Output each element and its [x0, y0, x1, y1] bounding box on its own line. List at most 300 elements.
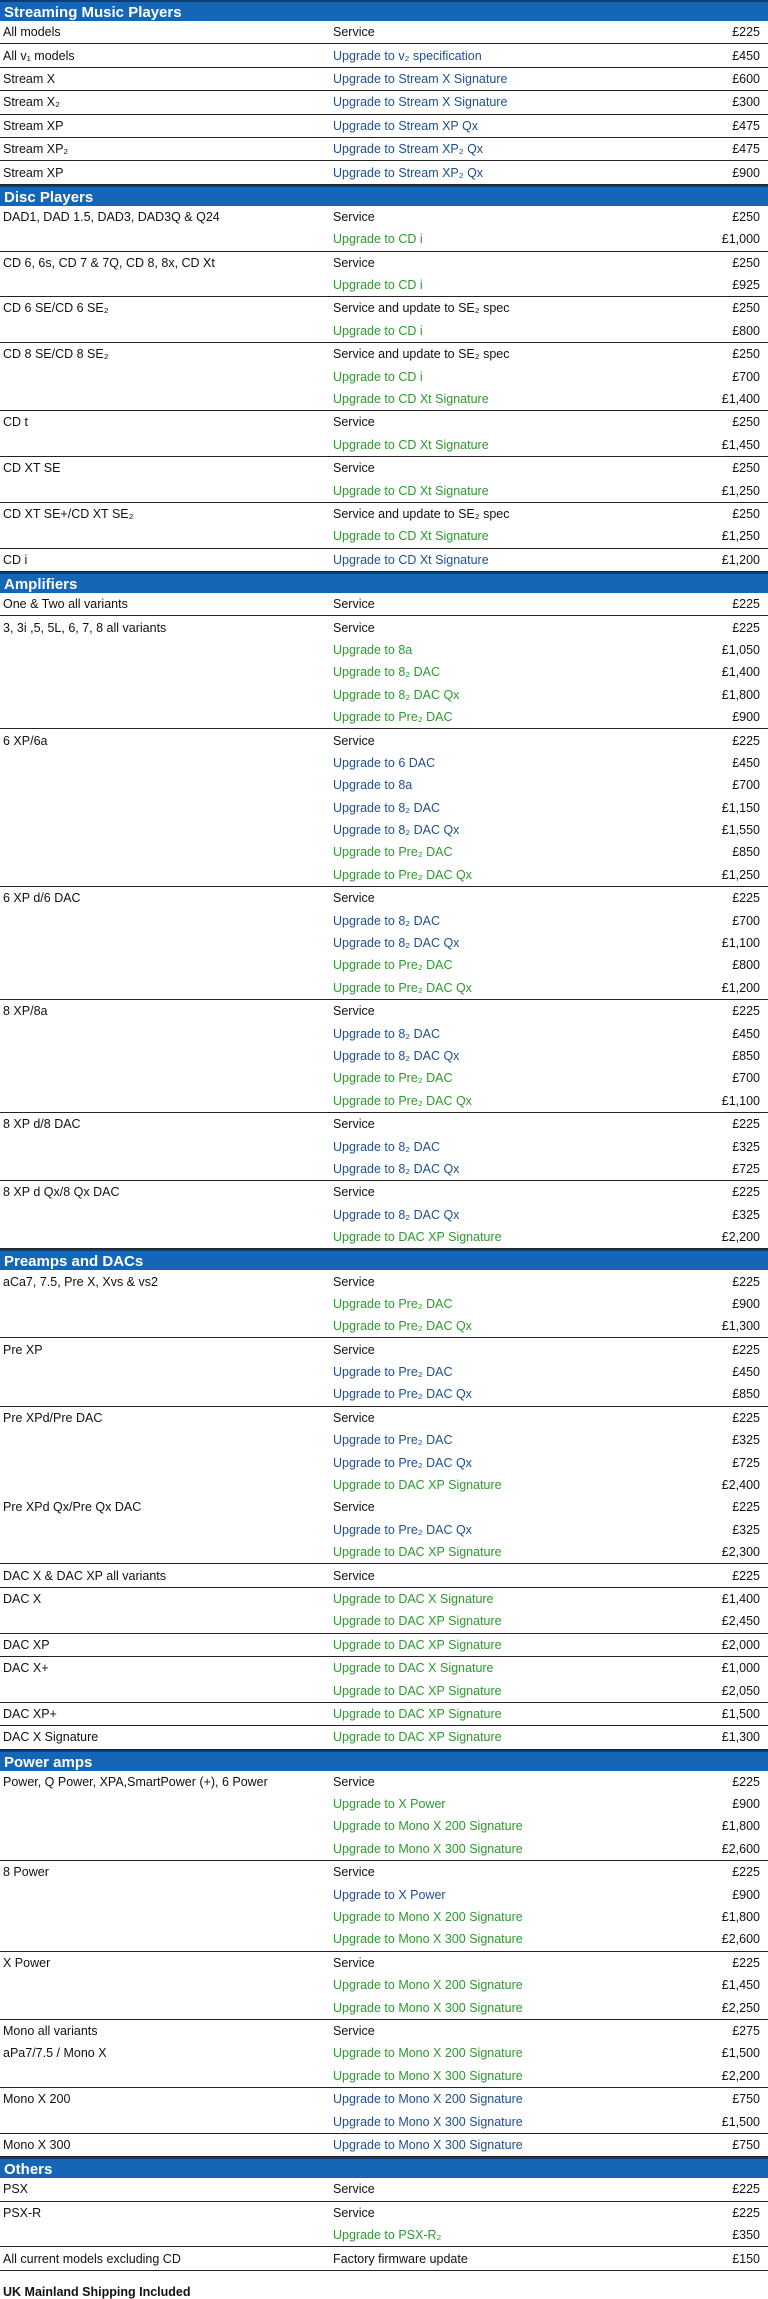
service-description: Upgrade to 8₂ DAC Qx — [333, 823, 460, 838]
service-description: Upgrade to Mono X 200 Signature — [333, 2046, 523, 2061]
model-name: One & Two all variants — [3, 597, 128, 612]
service-description: Service — [333, 255, 375, 270]
model-group — [0, 1270, 768, 1338]
price: £225 — [732, 733, 760, 748]
service-description: Upgrade to Mono X 200 Signature — [333, 1978, 523, 1993]
price: £1,300 — [721, 1319, 760, 1334]
table-row — [0, 1657, 768, 1679]
table-row — [0, 1407, 768, 1429]
service-description: Upgrade to Mono X 300 Signature — [333, 1841, 523, 1856]
model-group — [0, 44, 768, 67]
price: £800 — [732, 958, 760, 973]
service-description: Upgrade to Pre₂ DAC — [333, 1296, 453, 1311]
table-row — [0, 1113, 768, 1135]
model-name: Pre XPd Qx/Pre Qx DAC — [3, 1500, 142, 1515]
price: £2,000 — [721, 1637, 760, 1652]
table-row — [0, 2202, 768, 2224]
price: £1,500 — [721, 1706, 760, 1721]
service-description: Upgrade to Pre₂ DAC Qx — [333, 867, 472, 882]
price: £1,800 — [721, 1819, 760, 1834]
service-description: Upgrade to Pre₂ DAC — [333, 958, 453, 973]
table-row — [0, 864, 768, 886]
price: £850 — [732, 1387, 760, 1402]
price: £850 — [732, 845, 760, 860]
price: £2,300 — [721, 1545, 760, 1560]
model-group — [0, 729, 768, 887]
price: £2,250 — [721, 2000, 760, 2015]
section-header: Power amps — [0, 1750, 768, 1771]
model-name: Stream XP₂ — [3, 142, 69, 157]
service-description: Upgrade to Mono X 300 Signature — [333, 2068, 523, 2083]
price: £225 — [732, 1955, 760, 1970]
price: £1,800 — [721, 687, 760, 702]
price: £1,800 — [721, 1910, 760, 1925]
service-description: Upgrade to DAC XP Signature — [333, 1478, 502, 1493]
table-row — [0, 1928, 768, 1950]
price: £900 — [732, 1296, 760, 1311]
model-name: 8 XP d/8 DAC — [3, 1117, 81, 1132]
table-row — [0, 1838, 768, 1860]
price: £1,000 — [721, 232, 760, 247]
table-row — [0, 1090, 768, 1112]
table-row — [0, 1610, 768, 1632]
service-description: Upgrade to Mono X 300 Signature — [333, 2137, 523, 2152]
price: £2,200 — [721, 2068, 760, 2083]
price: £225 — [732, 891, 760, 906]
model-group — [0, 2202, 768, 2248]
price: £250 — [732, 507, 760, 521]
service-description: Upgrade to CD Xt Signature — [333, 392, 489, 407]
model-group — [0, 1726, 768, 1749]
service-description: Upgrade to DAC XP Signature — [333, 1683, 502, 1698]
service-description: Upgrade to CD i — [333, 278, 423, 293]
service-description: Upgrade to Mono X 300 Signature — [333, 2000, 523, 2015]
service-description: Service — [333, 733, 375, 748]
table-row — [0, 297, 768, 319]
table-row — [0, 1883, 768, 1905]
price: £1,300 — [721, 1730, 760, 1745]
price: £275 — [732, 2024, 760, 2038]
model-group — [0, 68, 768, 91]
price: £250 — [732, 347, 760, 362]
table-row — [0, 1451, 768, 1473]
service-description: Upgrade to 8₂ DAC — [333, 665, 440, 680]
table-row — [0, 21, 768, 43]
table-row — [0, 977, 768, 999]
table-row — [0, 1315, 768, 1337]
model-name: aPa7/7.5 / Mono X — [3, 2046, 107, 2061]
service-description: Upgrade to CD Xt Signature — [333, 483, 489, 498]
table-row — [0, 1634, 768, 1656]
model-name: 6 XP/6a — [3, 733, 48, 748]
table-row — [0, 206, 768, 228]
model-group — [0, 138, 768, 161]
model-group — [0, 297, 768, 343]
model-name: PSX — [3, 2182, 29, 2197]
model-group — [0, 1634, 768, 1657]
model-group — [0, 1181, 768, 1249]
table-row — [0, 1815, 768, 1837]
model-group — [0, 1952, 768, 2020]
service-description: Upgrade to 8₂ DAC Qx — [333, 687, 460, 702]
model-group — [0, 2042, 768, 2088]
price: £475 — [732, 118, 760, 133]
model-name: DAC X+ — [3, 1661, 49, 1676]
price: £2,400 — [721, 1478, 760, 1493]
service-description: Upgrade to 8₂ DAC — [333, 800, 440, 815]
service-description: Upgrade to Pre₂ DAC — [333, 710, 453, 725]
price: £250 — [732, 209, 760, 224]
price: £1,150 — [721, 800, 760, 815]
service-description: Upgrade to DAC XP Signature — [333, 1230, 502, 1245]
service-description: Upgrade to 6 DAC — [333, 755, 436, 770]
section-header: Streaming Music Players — [0, 0, 768, 21]
price: £2,600 — [721, 1932, 760, 1947]
table-row — [0, 365, 768, 387]
model-group — [0, 457, 768, 503]
service-description: Upgrade to 8₂ DAC — [333, 1139, 440, 1154]
section-header: Amplifiers — [0, 572, 768, 593]
price: £250 — [732, 461, 760, 476]
service-description: Upgrade to 8₂ DAC Qx — [333, 1207, 460, 1222]
table-row — [0, 1679, 768, 1701]
model-name: DAC X — [3, 1591, 42, 1606]
service-description: Service — [333, 209, 375, 224]
table-row — [0, 1496, 768, 1518]
model-group — [0, 1564, 768, 1587]
service-description: Upgrade to CD Xt Signature — [333, 529, 489, 544]
table-row — [0, 2088, 768, 2110]
service-description: Upgrade to Mono X 200 Signature — [333, 2092, 523, 2107]
table-row — [0, 706, 768, 728]
price: £475 — [732, 142, 760, 157]
model-group — [0, 1000, 768, 1113]
model-group — [0, 2020, 768, 2042]
service-description: Upgrade to 8₂ DAC — [333, 913, 440, 928]
price: £1,050 — [721, 642, 760, 657]
table-row — [0, 1519, 768, 1541]
table-row — [0, 1338, 768, 1360]
service-description: Upgrade to CD Xt Signature — [333, 437, 489, 452]
price: £1,500 — [721, 2114, 760, 2129]
table-row — [0, 274, 768, 296]
model-name: All models — [3, 25, 61, 40]
table-row — [0, 774, 768, 796]
model-group — [0, 2178, 768, 2201]
table-row — [0, 752, 768, 774]
table-row — [0, 1564, 768, 1586]
table-row — [0, 1270, 768, 1292]
service-description: Upgrade to DAC XP Signature — [333, 1706, 502, 1721]
model-group — [0, 503, 768, 549]
service-description: Upgrade to DAC X Signature — [333, 1661, 494, 1676]
table-row — [0, 616, 768, 638]
model-group — [0, 343, 768, 411]
service-description: Upgrade to DAC X Signature — [333, 1591, 494, 1606]
price: £1,250 — [721, 867, 760, 882]
table-row — [0, 1383, 768, 1405]
service-description: Upgrade to Mono X 200 Signature — [333, 1910, 523, 1925]
price: £1,250 — [721, 483, 760, 498]
table-row — [0, 797, 768, 819]
service-description: Upgrade to Mono X 200 Signature — [333, 1819, 523, 1834]
price: £700 — [732, 369, 760, 384]
price: £1,200 — [721, 552, 760, 567]
section — [0, 2157, 768, 2271]
table-row — [0, 1474, 768, 1496]
section — [0, 572, 768, 1249]
model-name: DAC X Signature — [3, 1730, 99, 1745]
table-row — [0, 549, 768, 571]
table-row — [0, 411, 768, 433]
model-name: CD 8 SE/CD 8 SE₂ — [3, 347, 109, 362]
model-group — [0, 1407, 768, 1497]
model-group — [0, 115, 768, 138]
price: £325 — [732, 1522, 760, 1537]
table-row — [0, 684, 768, 706]
model-name: Pre XPd/Pre DAC — [3, 1410, 103, 1425]
service-description: Service — [333, 620, 375, 635]
service-description: Service and update to SE₂ spec — [333, 301, 510, 316]
price: £225 — [732, 1568, 760, 1583]
model-name: 8 XP d Qx/8 Qx DAC — [3, 1185, 120, 1200]
service-description: Service — [333, 25, 375, 40]
model-group — [0, 1771, 768, 1862]
table-row — [0, 138, 768, 160]
price: £225 — [732, 1004, 760, 1019]
service-description: Upgrade to DAC XP Signature — [333, 1545, 502, 1560]
service-description: Upgrade to Stream XP₂ Qx — [333, 165, 484, 180]
service-description: Upgrade to Mono X 300 Signature — [333, 1932, 523, 1947]
model-name: Power, Q Power, XPA,SmartPower (+), 6 Power — [3, 1774, 268, 1789]
service-description: Service — [333, 2182, 375, 2197]
table-row — [0, 954, 768, 976]
table-row — [0, 819, 768, 841]
price: £925 — [732, 278, 760, 293]
service-description: Upgrade to Pre₂ DAC — [333, 1365, 453, 1380]
table-row — [0, 1022, 768, 1044]
price: £450 — [732, 48, 760, 63]
table-row — [0, 1429, 768, 1451]
price: £900 — [732, 1887, 760, 1902]
model-group — [0, 91, 768, 114]
table-row — [0, 2020, 768, 2042]
price: £1,400 — [721, 665, 760, 680]
service-description: Upgrade to Pre₂ DAC Qx — [333, 1319, 472, 1334]
service-description: Upgrade to v₂ specification — [333, 48, 482, 63]
model-group — [0, 411, 768, 457]
section — [0, 1750, 768, 2158]
table-row — [0, 1000, 768, 1022]
model-group — [0, 1657, 768, 1703]
service-description: Service — [333, 1185, 375, 1200]
service-description: Upgrade to DAC XP Signature — [333, 1614, 502, 1629]
table-row — [0, 1226, 768, 1248]
price: £450 — [732, 1026, 760, 1041]
service-description: Upgrade to CD i — [333, 369, 423, 384]
table-row — [0, 1952, 768, 1974]
service-description: Service and update to SE₂ spec — [333, 347, 510, 362]
price: £450 — [732, 1365, 760, 1380]
table-row — [0, 388, 768, 410]
table-row — [0, 457, 768, 479]
service-description: Upgrade to Pre₂ DAC — [333, 1433, 453, 1448]
service-description: Factory firmware update — [333, 2251, 468, 2266]
service-description: Upgrade to Pre₂ DAC Qx — [333, 980, 472, 995]
model-name: CD t — [3, 415, 28, 430]
model-group — [0, 1703, 768, 1726]
table-row — [0, 1906, 768, 1928]
service-description: Service — [333, 597, 375, 612]
service-description: Service and update to SE₂ spec — [333, 507, 510, 521]
table-row — [0, 320, 768, 342]
section-header: Others — [0, 2157, 768, 2178]
price: £1,450 — [721, 1978, 760, 1993]
price: £900 — [732, 165, 760, 180]
service-description: Upgrade to Stream X Signature — [333, 71, 508, 86]
table-row — [0, 68, 768, 90]
model-group — [0, 1861, 768, 1952]
model-group — [0, 1113, 768, 1181]
price: £600 — [732, 71, 760, 86]
table-row — [0, 252, 768, 274]
service-description: Upgrade to CD Xt Signature — [333, 552, 489, 567]
table-row — [0, 434, 768, 456]
model-group — [0, 1496, 768, 1564]
service-description: Service — [333, 2205, 375, 2220]
model-group — [0, 2134, 768, 2157]
service-description: Upgrade to 8₂ DAC Qx — [333, 1161, 460, 1176]
table-row — [0, 2110, 768, 2132]
service-description: Service — [333, 1568, 375, 1583]
table-row — [0, 841, 768, 863]
model-name: CD XT SE — [3, 461, 61, 476]
table-row — [0, 909, 768, 931]
table-row — [0, 1541, 768, 1563]
table-row — [0, 1996, 768, 2018]
service-description: Upgrade to DAC XP Signature — [333, 1730, 502, 1745]
table-row — [0, 639, 768, 661]
model-group — [0, 1588, 768, 1634]
shipping-note: UK Mainland Shipping Included — [3, 2284, 191, 2299]
price: £225 — [732, 597, 760, 612]
model-name: All v₁ models — [3, 48, 75, 63]
table-row — [0, 593, 768, 615]
price: £700 — [732, 913, 760, 928]
table-row — [0, 1726, 768, 1748]
price: £250 — [732, 301, 760, 316]
model-group — [0, 161, 768, 184]
table-row — [0, 2247, 768, 2269]
service-description: Upgrade to Stream XP Qx — [333, 118, 478, 133]
price: £225 — [732, 1342, 760, 1357]
table-row — [0, 1204, 768, 1226]
price: £225 — [732, 1865, 760, 1880]
model-name: Pre XP — [3, 1342, 43, 1357]
model-group — [0, 252, 768, 298]
price: £325 — [732, 1139, 760, 1154]
model-name: CD i — [3, 552, 28, 567]
price: £750 — [732, 2092, 760, 2107]
model-name: DAC XP+ — [3, 1706, 57, 1721]
service-description: Upgrade to 8a — [333, 642, 413, 657]
table-row — [0, 1703, 768, 1725]
model-name: 8 Power — [3, 1865, 49, 1880]
price: £325 — [732, 1433, 760, 1448]
section-header: Disc Players — [0, 185, 768, 206]
table-row — [0, 503, 768, 525]
service-description: Service — [333, 461, 375, 476]
model-group — [0, 206, 768, 252]
table-row — [0, 2178, 768, 2200]
price: £850 — [732, 1048, 760, 1063]
table-row — [0, 2224, 768, 2246]
section-header: Preamps and DACs — [0, 1249, 768, 1270]
price: £900 — [732, 710, 760, 725]
service-description: Service — [333, 2024, 375, 2038]
service-description: Service — [333, 1955, 375, 1970]
price: £725 — [732, 1455, 760, 1470]
service-description: Upgrade to X Power — [333, 1887, 446, 1902]
table-row — [0, 44, 768, 66]
service-description: Upgrade to X Power — [333, 1797, 446, 1812]
model-name: 8 XP/8a — [3, 1004, 48, 1019]
price: £1,450 — [721, 437, 760, 452]
model-name: DAD1, DAD 1.5, DAD3, DAD3Q & Q24 — [3, 209, 220, 224]
service-description: Service — [333, 1774, 375, 1789]
price: £350 — [732, 2228, 760, 2243]
table-row — [0, 228, 768, 250]
price: £1,550 — [721, 823, 760, 838]
price: £1,400 — [721, 392, 760, 407]
model-group — [0, 593, 768, 616]
service-description: Upgrade to Stream X Signature — [333, 95, 508, 110]
table-row — [0, 2065, 768, 2087]
price: £750 — [732, 2137, 760, 2152]
price: £250 — [732, 255, 760, 270]
model-name: X Power — [3, 1955, 51, 1970]
model-name: All current models excluding CD — [3, 2251, 181, 2266]
service-description: Upgrade to 8a — [333, 778, 413, 793]
service-description: Service — [333, 1274, 375, 1289]
section — [0, 1249, 768, 1749]
table-row — [0, 479, 768, 501]
price: £900 — [732, 1797, 760, 1812]
model-name: DAC XP — [3, 1637, 50, 1652]
service-description: Service — [333, 1500, 375, 1515]
table-row — [0, 2042, 768, 2064]
model-name: 6 XP d/6 DAC — [3, 891, 81, 906]
table-row — [0, 1793, 768, 1815]
price: £2,600 — [721, 1841, 760, 1856]
price: £225 — [732, 1274, 760, 1289]
service-description: Upgrade to Mono X 300 Signature — [333, 2114, 523, 2129]
model-name: PSX-R — [3, 2205, 42, 2220]
service-description: Upgrade to CD i — [333, 232, 423, 247]
service-description: Upgrade to Pre₂ DAC — [333, 1071, 453, 1086]
price: £800 — [732, 323, 760, 338]
price: £2,450 — [721, 1614, 760, 1629]
table-row — [0, 525, 768, 547]
price: £1,250 — [721, 529, 760, 544]
table-row — [0, 932, 768, 954]
model-name: CD XT SE+/CD XT SE₂ — [3, 507, 134, 521]
service-description: Service — [333, 415, 375, 430]
model-group — [0, 2247, 768, 2270]
price: £1,400 — [721, 1591, 760, 1606]
service-description: Service — [333, 1410, 375, 1425]
service-description: Upgrade to 8₂ DAC Qx — [333, 936, 460, 951]
